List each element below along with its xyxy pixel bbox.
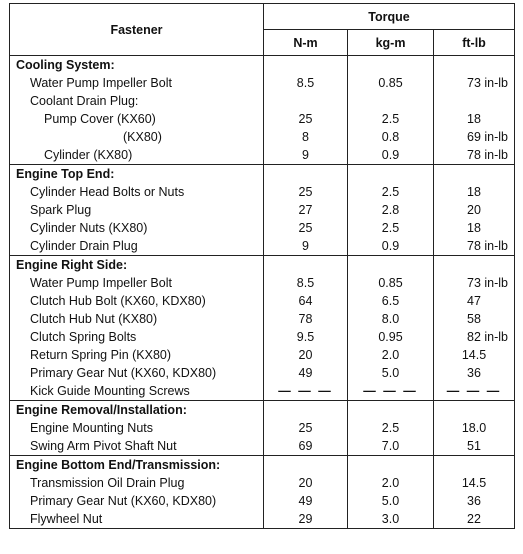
torque-ftlb: 73 in-lb [434, 274, 515, 292]
torque-kgm: 2.0 [348, 474, 434, 492]
torque-nm: 9 [264, 146, 348, 165]
table-row [10, 382, 515, 401]
fastener-name: Flywheel Nut [10, 510, 264, 529]
torque-kgm: 5.0 [348, 492, 434, 510]
fastener-name: Spark Plug [10, 201, 264, 219]
fastener-name: Clutch Hub Nut (KX80) [10, 310, 264, 328]
torque-ftlb: 14.5 [434, 346, 515, 364]
fastener-name: Water Pump Impeller Bolt [10, 274, 264, 292]
torque-kgm: 2.0 [348, 346, 434, 364]
torque-ftlb [434, 56, 515, 75]
section-title: Engine Removal/Installation: [10, 401, 264, 420]
torque-ftlb: 73 in-lb [434, 74, 515, 92]
fastener-name: Kick Guide Mounting Screws [10, 382, 264, 401]
torque-nm: 20 [264, 346, 348, 364]
torque-kgm: 0.9 [348, 146, 434, 165]
header-unit-nm: N-m [264, 30, 348, 56]
torque-nm: 27 [264, 201, 348, 219]
torque-kgm: 0.85 [348, 74, 434, 92]
torque-kgm: 5.0 [348, 364, 434, 382]
torque-ftlb: 36 [434, 364, 515, 382]
fastener-name: Water Pump Impeller Bolt [10, 74, 264, 92]
torque-nm: 8.5 [264, 74, 348, 92]
table-row [10, 419, 515, 437]
torque-ftlb [434, 165, 515, 184]
table-row [10, 237, 515, 256]
section-row [10, 165, 515, 184]
fastener-name: Cylinder Head Bolts or Nuts [10, 183, 264, 201]
torque-ftlb: 58 [434, 310, 515, 328]
torque-kgm: 8.0 [348, 310, 434, 328]
fastener-name: Engine Mounting Nuts [10, 419, 264, 437]
torque-nm: 69 [264, 437, 348, 456]
torque-kgm: 2.8 [348, 201, 434, 219]
table-header [10, 4, 515, 56]
header-unit-ftlb: ft-lb [434, 30, 515, 56]
fastener-name: Pump Cover (KX60) [10, 110, 264, 128]
table-row [10, 274, 515, 292]
table-row [10, 437, 515, 456]
torque-kgm: 2.5 [348, 219, 434, 237]
torque-kgm: 0.8 [348, 128, 434, 146]
torque-kgm: 0.85 [348, 274, 434, 292]
table-row [10, 128, 515, 146]
table-row [10, 310, 515, 328]
torque-ftlb: 14.5 [434, 474, 515, 492]
torque-ftlb: 20 [434, 201, 515, 219]
section-title: Cooling System: [10, 56, 264, 75]
fastener-name: Return Spring Pin (KX80) [10, 346, 264, 364]
table-row [10, 346, 515, 364]
table-row [10, 92, 515, 110]
torque-ftlb: 18 [434, 183, 515, 201]
section-row [10, 56, 515, 75]
fastener-name: (KX80) [10, 128, 264, 146]
torque-nm: 8 [264, 128, 348, 146]
table-body [10, 56, 515, 529]
table-row [10, 219, 515, 237]
torque-ftlb: 82 in-lb [434, 328, 515, 346]
torque-nm [264, 401, 348, 420]
section-title: Engine Bottom End/Transmission: [10, 456, 264, 475]
table-row [10, 146, 515, 165]
header-unit-kgm: kg-m [348, 30, 434, 56]
torque-nm: 8.5 [264, 274, 348, 292]
torque-ftlb: 51 [434, 437, 515, 456]
torque-kgm [348, 92, 434, 110]
torque-kgm: — — — [348, 382, 434, 401]
torque-nm: 25 [264, 183, 348, 201]
torque-kgm: 2.5 [348, 183, 434, 201]
fastener-name: Clutch Spring Bolts [10, 328, 264, 346]
torque-ftlb: 22 [434, 510, 515, 529]
fastener-name: Primary Gear Nut (KX60, KDX80) [10, 364, 264, 382]
table-row [10, 292, 515, 310]
fastener-name: Cylinder (KX80) [10, 146, 264, 165]
torque-ftlb: 78 in-lb [434, 146, 515, 165]
torque-nm: 25 [264, 419, 348, 437]
torque-nm [264, 165, 348, 184]
fastener-name: Primary Gear Nut (KX60, KDX80) [10, 492, 264, 510]
torque-nm [264, 456, 348, 475]
section-row [10, 456, 515, 475]
torque-ftlb: 18 [434, 219, 515, 237]
fastener-name: Clutch Hub Bolt (KX60, KDX80) [10, 292, 264, 310]
table-row [10, 364, 515, 382]
torque-kgm: 0.9 [348, 237, 434, 256]
table-row [10, 183, 515, 201]
torque-nm: 20 [264, 474, 348, 492]
torque-spec-table [9, 3, 515, 529]
fastener-name: Coolant Drain Plug: [10, 92, 264, 110]
torque-kgm [348, 456, 434, 475]
torque-kgm: 6.5 [348, 292, 434, 310]
torque-nm [264, 256, 348, 275]
section-row [10, 256, 515, 275]
torque-ftlb: 47 [434, 292, 515, 310]
table-row [10, 328, 515, 346]
header-torque: Torque [264, 4, 515, 30]
table-row [10, 201, 515, 219]
torque-kgm [348, 56, 434, 75]
torque-ftlb: 69 in-lb [434, 128, 515, 146]
torque-kgm [348, 256, 434, 275]
torque-nm: 25 [264, 219, 348, 237]
torque-ftlb [434, 456, 515, 475]
torque-kgm: 7.0 [348, 437, 434, 456]
torque-ftlb: 78 in-lb [434, 237, 515, 256]
table-row [10, 110, 515, 128]
torque-ftlb [434, 256, 515, 275]
table-row [10, 492, 515, 510]
torque-nm: 78 [264, 310, 348, 328]
fastener-name: Cylinder Nuts (KX80) [10, 219, 264, 237]
torque-nm: 25 [264, 110, 348, 128]
torque-kgm: 2.5 [348, 419, 434, 437]
torque-nm: 9 [264, 237, 348, 256]
header-fastener: Fastener [10, 4, 264, 56]
table-row [10, 474, 515, 492]
table-row [10, 510, 515, 529]
torque-kgm [348, 165, 434, 184]
torque-ftlb: — — — [434, 382, 515, 401]
torque-nm: 49 [264, 364, 348, 382]
torque-kgm [348, 401, 434, 420]
torque-ftlb: 18.0 [434, 419, 515, 437]
torque-ftlb: 36 [434, 492, 515, 510]
section-row [10, 401, 515, 420]
section-title: Engine Top End: [10, 165, 264, 184]
torque-nm [264, 92, 348, 110]
fastener-name: Swing Arm Pivot Shaft Nut [10, 437, 264, 456]
torque-ftlb [434, 401, 515, 420]
table-row [10, 74, 515, 92]
torque-nm: 49 [264, 492, 348, 510]
torque-ftlb [434, 92, 515, 110]
fastener-name: Cylinder Drain Plug [10, 237, 264, 256]
fastener-name: Transmission Oil Drain Plug [10, 474, 264, 492]
torque-ftlb: 18 [434, 110, 515, 128]
torque-kgm: 3.0 [348, 510, 434, 529]
torque-nm: 9.5 [264, 328, 348, 346]
torque-kgm: 0.95 [348, 328, 434, 346]
torque-nm: 64 [264, 292, 348, 310]
torque-kgm: 2.5 [348, 110, 434, 128]
torque-nm: 29 [264, 510, 348, 529]
section-title: Engine Right Side: [10, 256, 264, 275]
torque-nm: — — — [264, 382, 348, 401]
torque-nm [264, 56, 348, 75]
